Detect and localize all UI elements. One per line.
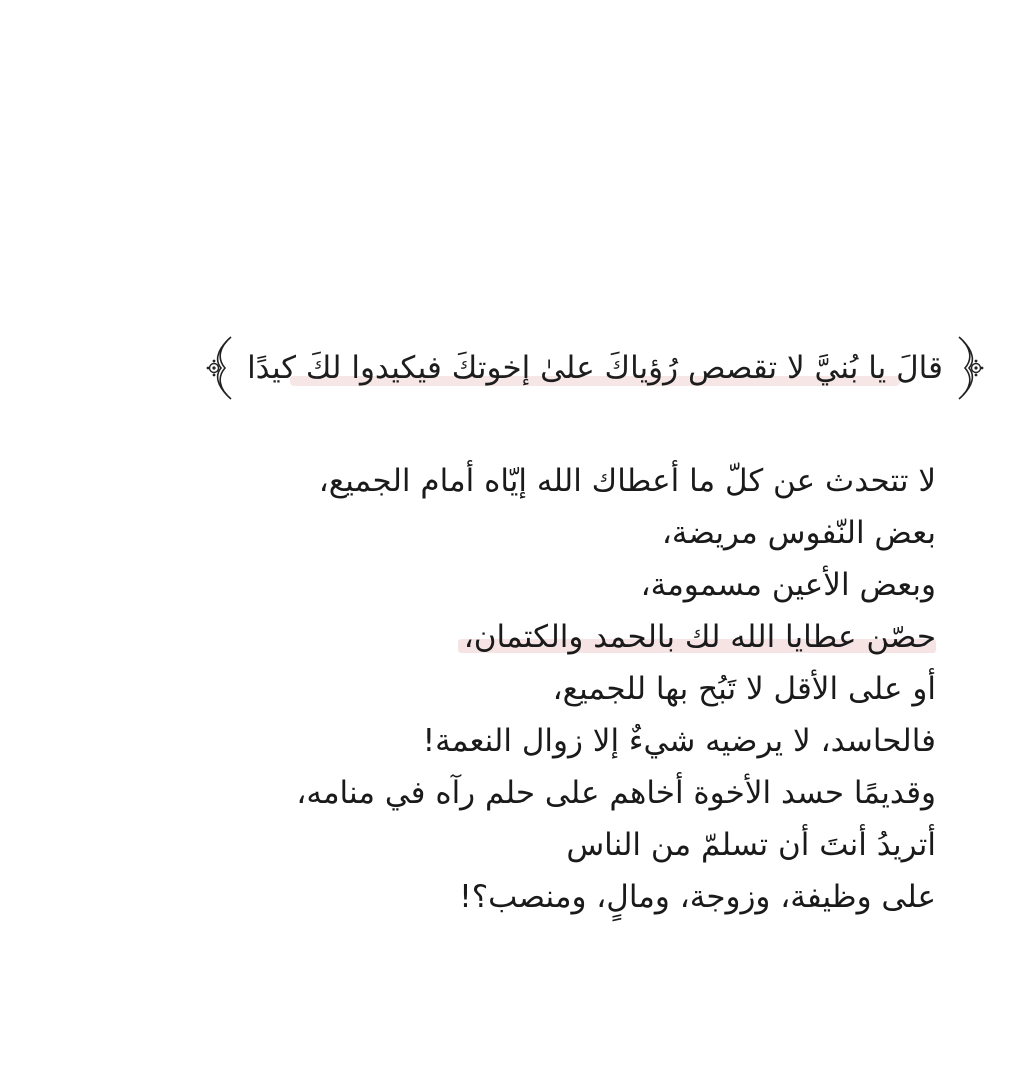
quran-verse-block [230, 330, 960, 406]
text-line [176, 767, 936, 819]
text-line [176, 871, 936, 923]
ornate-bracket-right-icon [951, 333, 985, 403]
text-line-content: وبعض الأعين مسمومة، [640, 567, 936, 603]
text-line [176, 715, 936, 767]
text-line-content: بعض النّفوس مريضة، [661, 515, 936, 551]
text-line-content: على وظيفة، وزوجة، ومالٍ، ومنصب؟! [459, 879, 936, 915]
text-line-content: حصّن عطايا الله لك بالحمد والكتمان، [463, 619, 936, 655]
text-line-highlighted [176, 611, 936, 663]
quran-verse [230, 330, 960, 406]
text-line-content: أتريدُ أنتَ أن تسلمّ من الناس [566, 827, 936, 863]
text-line-content: أو على الأقل لا تَبُح بها للجميع، [552, 671, 936, 707]
text-line [176, 455, 936, 507]
text-line-content: وقديمًا حسد الأخوة أخاهم على حلم رآه في منامه، [296, 775, 936, 811]
verse-text: قالَ يا بُنيَّ لا تقصص رُؤياكَ علىٰ إخوتكَ فيكيدوا لكَ كيدًا [247, 350, 943, 386]
text-line [176, 819, 936, 871]
poem-body [176, 455, 936, 923]
text-line-content: فالحاسد، لا يرضيه شيءٌ إلا زوال النعمة! [422, 723, 936, 759]
text-line [176, 663, 936, 715]
text-line-content: لا تتحدث عن كلّ ما أعطاك الله إيّاه أمام الجميع، [318, 463, 936, 499]
ornate-bracket-left-icon [205, 333, 239, 403]
text-line [176, 507, 936, 559]
text-line [176, 559, 936, 611]
